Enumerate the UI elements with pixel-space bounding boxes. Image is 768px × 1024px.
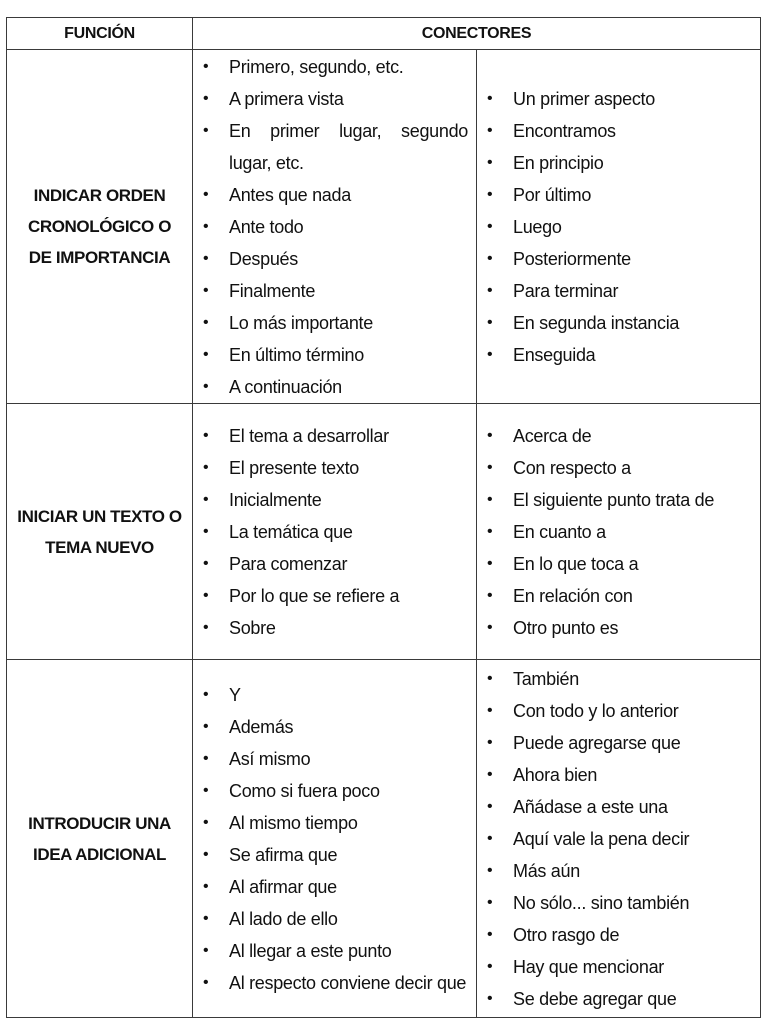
list-item: • Y <box>203 679 468 711</box>
list-item: • No sólo... sino también <box>487 887 752 919</box>
list-item: • Se debe agregar que <box>487 983 752 1015</box>
header-function: FUNCIÓN <box>7 18 193 50</box>
list-item: • Se afirma que <box>203 839 468 871</box>
list-item: • Ahora bien <box>487 759 752 791</box>
list-item: • Un primer aspecto <box>487 83 752 115</box>
table-row <box>7 660 761 1018</box>
list-item: • Enseguida <box>487 339 752 371</box>
list-item: • Primero, segundo, etc. <box>203 51 468 83</box>
list-item: • Finalmente <box>203 275 468 307</box>
connectors-table-sheet <box>6 17 760 1017</box>
function-cell: INDICAR ORDEN CRONOLÓGICO O DE IMPORTANCIA <box>7 50 193 404</box>
list-item: • Después <box>203 243 468 275</box>
function-cell: INICIAR UN TEXTO O TEMA NUEVO <box>7 404 193 660</box>
list-item: • Encontramos <box>487 115 752 147</box>
list-item: • Así mismo <box>203 743 468 775</box>
connectors-cell-right <box>477 404 761 660</box>
list-item: • Por último <box>487 179 752 211</box>
list-item: • Otro rasgo de <box>487 919 752 951</box>
list-item: • Puede agregarse que <box>487 727 752 759</box>
connectors-table <box>6 17 761 1018</box>
list-item: • Posteriormente <box>487 243 752 275</box>
list-item: • Antes que nada <box>203 179 468 211</box>
list-item: • En principio <box>487 147 752 179</box>
list-item: • Más aún <box>487 855 752 887</box>
connector-list <box>193 51 476 403</box>
connector-list <box>477 83 760 371</box>
list-item: • Lo más importante <box>203 307 468 339</box>
list-item: • Inicialmente <box>203 484 468 516</box>
list-item: • La temática que <box>203 516 468 548</box>
list-item: • Al mismo tiempo <box>203 807 468 839</box>
connectors-cell-right <box>477 660 761 1018</box>
list-item: • Como si fuera poco <box>203 775 468 807</box>
connectors-cell-right <box>477 50 761 404</box>
header-row <box>7 18 761 50</box>
table-row <box>7 404 761 660</box>
list-item: • A continuación <box>203 371 468 403</box>
connector-list <box>477 663 760 1015</box>
table-row <box>7 50 761 404</box>
list-item: • Con respecto a <box>487 452 752 484</box>
connectors-cell-left <box>193 660 477 1018</box>
list-item: • Al respecto conviene decir que <box>203 967 468 999</box>
list-item: • Sobre <box>203 612 468 644</box>
list-item: • Además <box>203 711 468 743</box>
list-item: • Al lado de ello <box>203 903 468 935</box>
list-item: • En relación con <box>487 580 752 612</box>
list-item: • En primer lugar, segundo lugar, etc. <box>203 115 468 179</box>
list-item: • El siguiente punto trata de <box>487 484 752 516</box>
list-item: • Luego <box>487 211 752 243</box>
list-item: • A primera vista <box>203 83 468 115</box>
function-cell: INTRODUCIR UNA IDEA ADICIONAL <box>7 660 193 1018</box>
connector-list <box>193 420 476 644</box>
list-item: • Añádase a este una <box>487 791 752 823</box>
list-item: • Por lo que se refiere a <box>203 580 468 612</box>
connector-list <box>193 679 476 999</box>
list-item: • Al afirmar que <box>203 871 468 903</box>
list-item: • Aquí vale la pena decir <box>487 823 752 855</box>
list-item: • El tema a desarrollar <box>203 420 468 452</box>
list-item: • Con todo y lo anterior <box>487 695 752 727</box>
list-item: • En último término <box>203 339 468 371</box>
list-item: • Para comenzar <box>203 548 468 580</box>
list-item: • Ante todo <box>203 211 468 243</box>
list-item: • El presente texto <box>203 452 468 484</box>
list-item: • Para terminar <box>487 275 752 307</box>
connectors-cell-left <box>193 404 477 660</box>
list-item: • En lo que toca a <box>487 548 752 580</box>
connector-list <box>477 420 760 644</box>
list-item: • En cuanto a <box>487 516 752 548</box>
list-item: • También <box>487 663 752 695</box>
list-item: • Otro punto es <box>487 612 752 644</box>
list-item: • En segunda instancia <box>487 307 752 339</box>
list-item: • Acerca de <box>487 420 752 452</box>
list-item: • Hay que mencionar <box>487 951 752 983</box>
list-item: • Al llegar a este punto <box>203 935 468 967</box>
header-connectors: CONECTORES <box>193 18 761 50</box>
connectors-cell-left <box>193 50 477 404</box>
